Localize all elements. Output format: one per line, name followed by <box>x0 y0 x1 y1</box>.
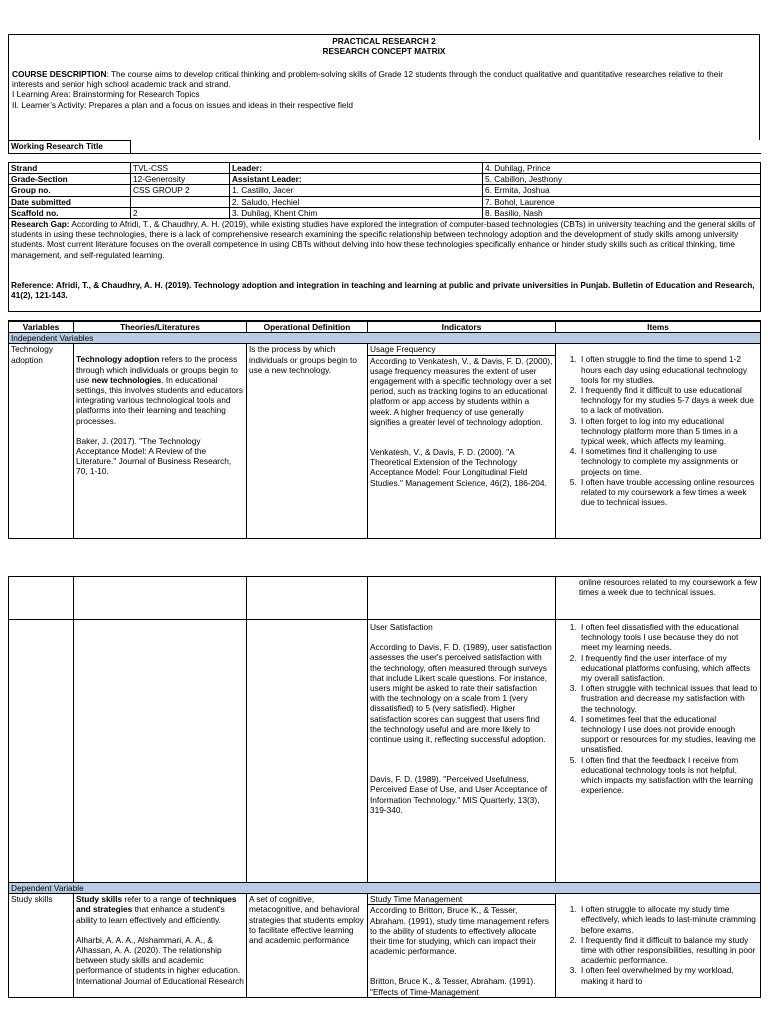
indicator-user-satisfaction <box>368 577 556 883</box>
spacer-row <box>9 312 761 321</box>
meta-value: CSS GROUP 2 <box>131 185 230 196</box>
items-continued <box>556 577 761 620</box>
col-opdef: Operational Definition <box>247 322 368 333</box>
indicator-label: Study Time Management <box>368 894 555 905</box>
items-list <box>558 904 758 986</box>
meta-row <box>9 185 761 196</box>
meta-label: Strand <box>9 163 131 174</box>
items-list <box>558 622 758 795</box>
theory-technology-adoption <box>74 344 247 539</box>
research-gap-reference: Reference: Afridi, T., & Chaudhry, A. H. (2019). Technology adoption and integration in teaching and learning at public and private universities in Punjab. Bulletin of Education and Research, 41(2), 121-143. <box>11 279 755 301</box>
theory-text: refers to the process through which individuals or groups begin to use <box>76 354 238 385</box>
dependent-variable-bar: Dependent Variable <box>9 883 761 894</box>
meta-value <box>131 196 230 207</box>
theory-text: that enhance a student's ability to learn effectively and efficiently. <box>76 904 225 925</box>
meta-role: 1. Castillo, Jacer <box>230 185 483 196</box>
list-item: 2. I frequently find it difficult to balance my study time with other responsibilities, resulting in poor academic performance. <box>579 935 758 966</box>
theory-text: . In educational settings, this involves students and educators integrating various technological tools and platforms into their learning and teaching processes. <box>76 374 243 426</box>
indicator-label: User Satisfaction <box>370 622 433 632</box>
list-item: 4. I sometimes feel that the educational technology I use does not provide enough support or resources for my studies, leaving me unsatisfied. <box>579 714 758 755</box>
research-gap-label: Research Gap: <box>11 219 70 230</box>
indicator-reference: Venkatesh, V., & Davis, F. D. (2000). "A Theoretical Extension of the Technology Acceptance Model: Four Longitudinal Field Studies." Management Science, 46(2), 186-204. <box>370 447 547 488</box>
theory-study-skills <box>74 894 247 998</box>
indicator-reference: Davis, F. D. (1989). "Perceived Usefulness, Perceived Ease of Use, and User Acceptance of Information Technology." MIS Quarterly, 13(3), 319-340. <box>370 774 548 815</box>
meta-label: Group no. <box>9 185 131 196</box>
meta-value: 12-Generosity <box>131 174 230 185</box>
meta-role: Assistant Leader: <box>230 174 483 185</box>
course-text: : The course aims to develop critical thinking and problem-solving skills of Grade 12 students through the conduct qualitative and quantitative researches relative to their interests and senior high school academic track and strand. <box>12 69 723 90</box>
continued-cell <box>74 620 247 883</box>
opdef-technology-adoption: Is the process by which individuals or groups begin to use a new technology. <box>247 344 368 539</box>
working-title-value <box>131 141 761 154</box>
variable-technology-adoption: Technology adoption <box>9 344 74 539</box>
items-usage-frequency <box>556 344 761 539</box>
indicator-text: According to Venkatesh, V., & Davis, F. D. (2000), usage frequency measures the extent of user engagement with a specific technology over a set period, such as tracking logins to an educational platform or app access by students within a week. A higher frequency of use generally signifies a greater level of technology adoption. <box>370 355 553 427</box>
meta-role: 3. Duhilag, Khent Chim <box>230 207 483 218</box>
meta-value: TVL-CSS <box>131 163 230 174</box>
col-items: Items <box>556 322 761 333</box>
meta-label: Grade-Section <box>9 174 131 185</box>
matrix-header-row <box>9 322 761 333</box>
meta-label: Date submitted <box>9 196 131 207</box>
meta-row <box>9 174 761 185</box>
list-item: 4. I sometimes find it challenging to use technology to complete my assignments or projects on time. <box>579 446 758 477</box>
learners-activity: II. Learner’s Activity: Prepares a plan and a focus on issues and ideas in their respective field <box>12 99 353 110</box>
research-gap-text: According to Afridi, T., & Chaudhry, A. H. (2019), while existing studies have explored the integration of computer-based technologies (CBTs) in university teaching and the general skills of students in using these technologies, there is a lack of comprehensive research examining the specific relationship between technology adoption and the development of study skills among university students. Most current literature focuses on the overall competence in using CBTs without delving into how these technologies specifically enhance or hinder study skills such as critical thinking, time management, and self-regulated learning. <box>11 219 756 260</box>
meta-label: Scaffold no. <box>9 207 131 218</box>
document-page-2 <box>8 576 760 1024</box>
list-item: 3. I often forget to log into my educational technology platform more than 5 times in a typical week, which affects my learning. <box>579 416 758 447</box>
indicator-text: According to Davis, F. D. (1989), user satisfaction assesses the user's perceived satisfaction with the technology, often measured through surveys that include Likert scale questions. For instance, users might be asked to rate their satisfaction with the technology on a scale from 1 (very dissatisfied) to 5 (very satisfied). Higher satisfaction scores can suggest that users find the technology useful and are more likely to continue using it, reflecting successful adoption. <box>370 642 552 745</box>
list-item: 3. I often feel overwhelmed by my workload, making it hard to <box>579 965 758 985</box>
meta-table <box>8 140 761 321</box>
list-item: 5. I often have trouble accessing online resources related to my coursework a few times a week due to technical issues. <box>579 477 758 508</box>
title-line-1: PRACTICAL RESEARCH 2 <box>332 36 436 46</box>
indicator-text: According to Britton, Bruce K., & Tesser, Abraham. (1991), study time management refers to the ability of students to effectively allocate their time for studying, which can impact their academic performance. <box>370 905 549 957</box>
meta-member: 7. Bohol, Laurence <box>483 196 761 207</box>
col-variables: Variables <box>9 322 74 333</box>
list-item: 5. I often find that the feedback I receive from educational technology tools is not helpful, which impacts my satisfaction with the learning experience. <box>579 755 758 796</box>
col-indicators: Indicators <box>368 322 556 333</box>
document-title <box>9 35 759 56</box>
title-line-2: RESEARCH CONCEPT MATRIX <box>322 46 446 56</box>
spacer-row <box>9 154 761 163</box>
indicator-reference: Britton, Bruce K., & Tesser, Abraham. (1991). "Effects of Time-Management <box>370 976 536 997</box>
meta-member: 6. Ermita, Joshua <box>483 185 761 196</box>
theory-term: Technology adoption <box>76 354 160 365</box>
list-item: 1. I often struggle to find the time to spend 1-2 hours each day using educational technology tools for my studies. <box>579 354 758 385</box>
continued-cell <box>247 620 368 883</box>
list-item: 2. I frequently find the user interface of my educational platforms confusing, which affects my overall satisfaction. <box>579 653 758 684</box>
meta-role: Leader: <box>230 163 483 174</box>
list-item: 1. I often struggle to allocate my study time effectively, which leads to last-minute cramming before exams. <box>579 904 758 935</box>
independent-variables-bar: Independent Variables <box>9 333 761 344</box>
continued-cell <box>9 577 74 620</box>
meta-member: 4. Duhilag, Prince <box>483 163 761 174</box>
header-block <box>8 34 760 140</box>
opdef-study-skills: A set of cognitive, metacognitive, and behavioral strategies that students employ to facilitate effective learning and academic performance <box>247 894 368 998</box>
matrix-table-page1 <box>8 321 761 539</box>
matrix-table-page2 <box>8 576 761 998</box>
meta-row <box>9 163 761 174</box>
items-user-satisfaction <box>556 620 761 883</box>
list-item: 1. I often feel dissatisfied with the educational technology tools I use because they do not meet my learning needs. <box>579 622 758 653</box>
list-item: 3. I often struggle with technical issues that lead to frustration and decrease my satisfaction with the technology. <box>579 683 758 714</box>
course-label: COURSE DESCRIPTION <box>12 69 107 79</box>
items-study-time <box>556 894 761 998</box>
variable-study-skills: Study skills <box>9 894 74 998</box>
course-description <box>9 56 759 110</box>
meta-row <box>9 207 761 218</box>
indicator-usage-frequency <box>368 344 556 539</box>
list-item: 2. I frequently find it difficult to use educational technology for my studies 5-7 days a week due to a lack of motivation. <box>579 385 758 416</box>
theory-term: new technologies <box>91 374 162 385</box>
theory-reference: Baker, J. (2017). "The Technology Acceptance Model: A Review of the Literature." Journal of Business Research, 70, 1-10. <box>76 435 232 477</box>
research-gap <box>9 219 761 312</box>
continued-cell <box>9 620 74 883</box>
indicator-study-time <box>368 894 556 998</box>
theory-term: techniques and strategies <box>76 894 237 915</box>
meta-member: 5. Cabillon, Jesthony <box>483 174 761 185</box>
document-page-1 <box>8 34 760 539</box>
indicator-label: Usage Frequency <box>368 344 555 355</box>
col-theories: Theories/Literatures <box>74 322 247 333</box>
continued-cell <box>74 577 247 620</box>
meta-row <box>9 196 761 207</box>
meta-role: 2. Saludo, Hechiel <box>230 196 483 207</box>
meta-member: 8. Basilio, Nash <box>483 207 761 218</box>
items-list <box>558 354 758 507</box>
learning-area: I Learning Area: Brainstorming for Research Topics <box>12 89 200 100</box>
working-title-label: Working Research Title <box>9 141 131 154</box>
continued-cell <box>247 577 368 620</box>
list-item-continued: online resources related to my coursework a few times a week due to technical issues. <box>579 577 758 598</box>
theory-term: Study skills <box>76 894 123 905</box>
theory-reference: Alharbi, A. A. A., Alshammari, A. A., & Alhassan, A. A. (2020). The relationship between study skills and academic performance of students in higher education. International Journal of Educational Research <box>76 934 244 986</box>
meta-value: 2 <box>131 207 230 218</box>
theory-text: refer to a range of <box>122 894 193 905</box>
